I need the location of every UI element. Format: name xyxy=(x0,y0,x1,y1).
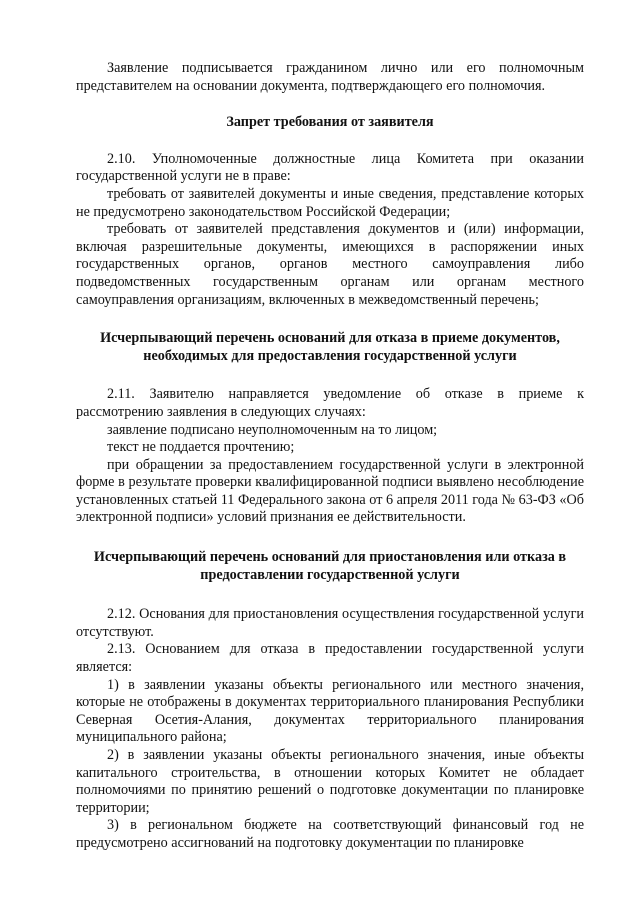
heading-suspension: Исчерпывающий перечень оснований для приостановления или отказа в предоставлении государственной услуги xyxy=(93,549,567,583)
heading-prohibition: Запрет требования от заявителя xyxy=(226,114,434,131)
spacer xyxy=(76,132,584,151)
spacer xyxy=(76,95,584,114)
spacer xyxy=(76,365,584,386)
paragraph-2-11-c: при обращении за предоставлением государственной услуги в электронной форме в результате проверки квалифицированной подписи выявлено несоблюдение установленных статьей 11 Федерального закона от 6 апреля 2011 года № 63-ФЗ «Об электронной подписи» условий признания ее действительности. xyxy=(76,456,584,526)
paragraph-2-13-3: 3) в региональном бюджете на соответствующий финансовый год не предусмотрено ассигнований на подготовку документации по планировке xyxy=(76,817,584,851)
heading-refusal-acceptance: Исчерпывающий перечень оснований для отказа в приеме документов, необходимых для предоставления государственной услуги xyxy=(100,330,560,364)
spacer xyxy=(76,309,584,330)
spacer xyxy=(76,584,584,606)
paragraph-2-11-a: заявление подписано неуполномоченным на то лицом; xyxy=(107,421,438,438)
paragraph-2-10-b: требовать от заявителей представления документов и (или) информации, включая разрешительные документы, имеющихся в распоряжении иных государственных органов, органов местного самоуправления либо подведомственных государственным органам или органам местного самоуправления организациям, включенных в межведомственный перечень; xyxy=(76,221,584,308)
paragraph-2-10: 2.10. Уполномоченные должностные лица Комитета при оказании государственной услуги не в праве: xyxy=(76,150,584,185)
paragraph-2-12: 2.12. Основания для приостановления осуществления государственной услуги отсутствуют. xyxy=(76,606,584,640)
paragraph-2-10-a: требовать от заявителей документы и иные сведения, представление которых не предусмотрено законодательством Российской Федерации; xyxy=(76,185,584,220)
paragraph-2-13-2: 2) в заявлении указаны объекты регионального значения, иные объекты капитального строительства, в отношении которых Комитет не обладает полномочиями по принятию решений о подготовке документации по планировке территории; xyxy=(76,747,584,816)
paragraph-2-13-1: 1) в заявлении указаны объекты регионального или местного значения, которые не отображены в документах территориального планирования Республики Северная Осетия-Алания, документах территориального планирования муниципального района; xyxy=(76,676,584,746)
paragraph-2-11-b: текст не поддается прочтению; xyxy=(107,439,295,456)
paragraph-2-13: 2.13. Основанием для отказа в предоставлении государственной услуги является: xyxy=(76,641,584,676)
spacer xyxy=(76,527,584,549)
paragraph-signing: Заявление подписывается гражданином лично или его полномочным представителем на основании документа, подтверждающего его полномочия. xyxy=(76,60,584,94)
paragraph-2-11: 2.11. Заявителю направляется уведомление об отказе в приеме к рассмотрению заявления в следующих случаях: xyxy=(76,386,584,420)
